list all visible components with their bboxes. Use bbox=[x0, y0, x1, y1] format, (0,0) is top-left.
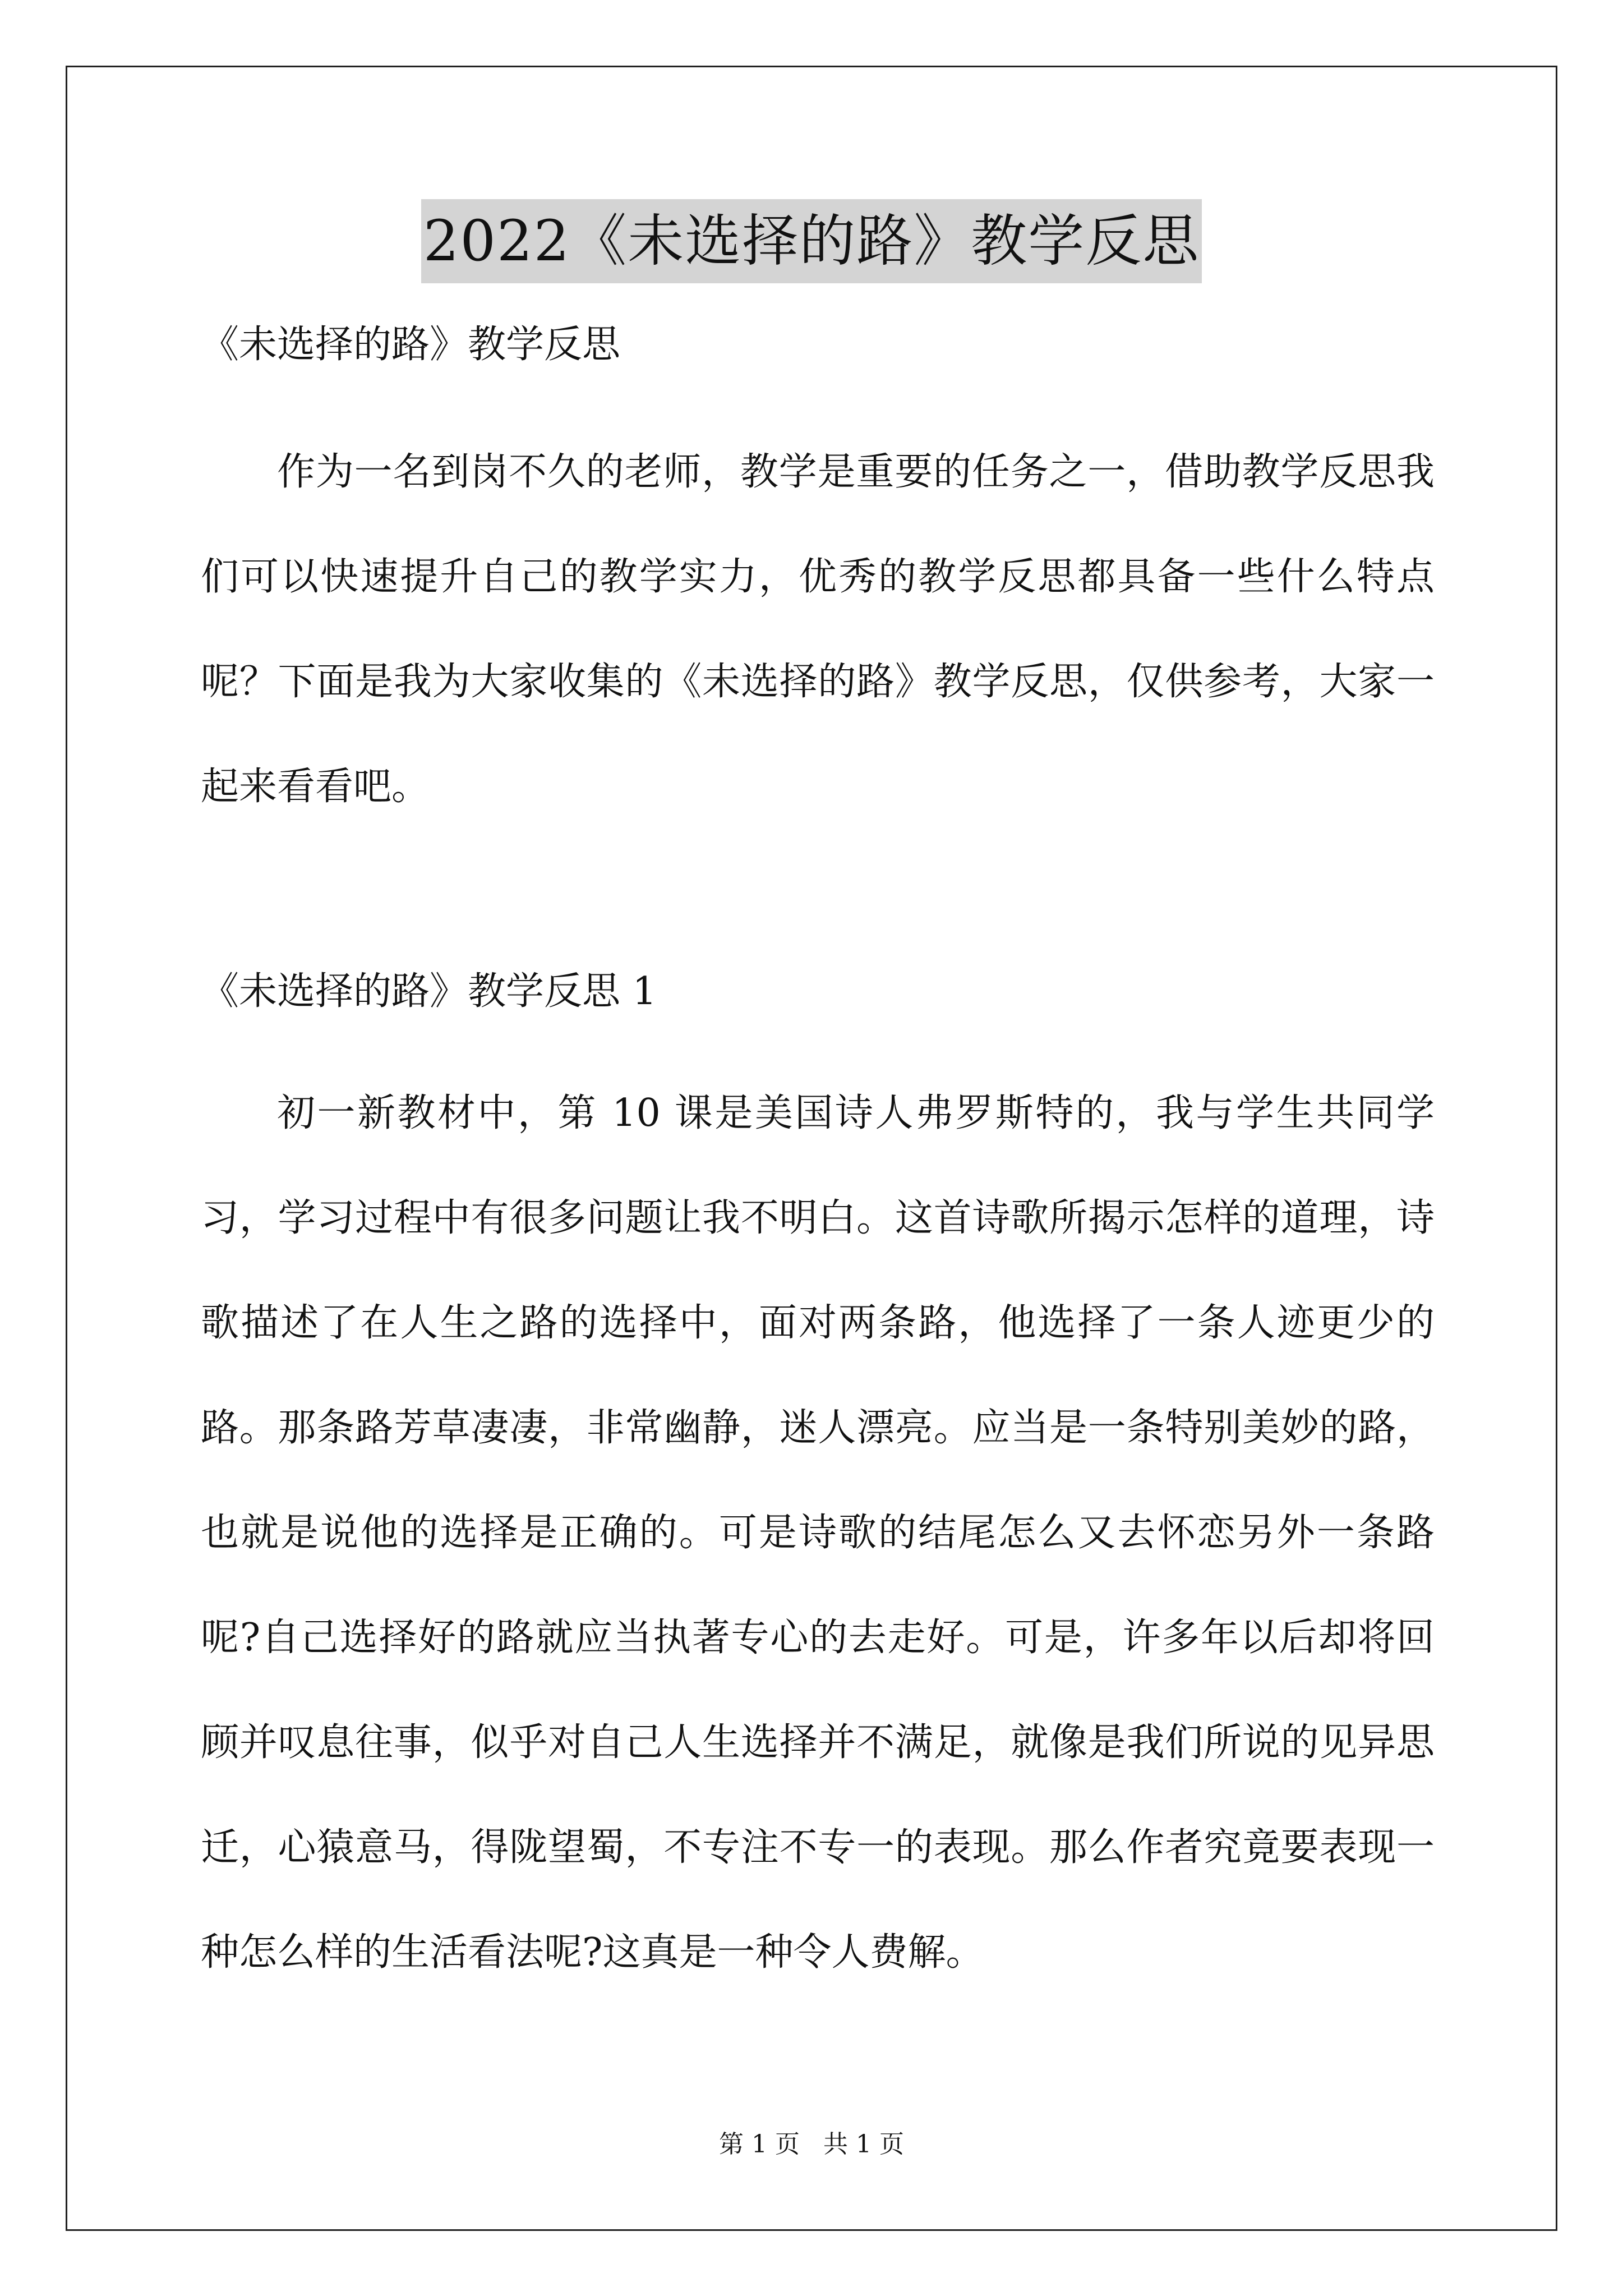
document-body bbox=[201, 317, 1435, 2005]
document-title: 2022《未选择的路》教学反思 bbox=[421, 199, 1202, 283]
spacer bbox=[201, 373, 1435, 420]
intro-paragraph: 作为一名到岗不久的老师，教学是重要的任务之一，借助教学反思我们可以快速提升自己的教学实力，优秀的教学反思都具备一些什么特点呢？下面是我为大家收集的《未选择的路》教学反思，仅供参考，大家一起来看看吧。 bbox=[201, 450, 1435, 809]
section1-paragraph: 初一新教材中，第 10 课是美国诗人弗罗斯特的，我与学生共同学习，学习过程中有很多问题让我不明白。这首诗歌所揭示怎样的道理，诗歌描述了在人生之路的选择中，面对两条路，他选择了一条人迹更少的路。那条路芳草凄凄，非常幽静，迷人漂亮。应当是一条特别美妙的路，也就是说他的选择是正确的。可是诗歌的结尾怎么又去怀恋另外一条路呢?自己选择好的路就应当执著专心的去走好。可是，许多年以后却将回顾并叹息往事，似乎对自己人生选择并不满足，就像是我们所说的见异思迁，心猿意马，得陇望蜀，不专注不专一的表现。那么作者究竟要表现一种怎么样的生活看法呢?这真是一种令人费解。 bbox=[201, 1091, 1435, 1975]
title-container bbox=[0, 199, 1623, 283]
spacer bbox=[201, 1020, 1435, 1061]
intro-heading: 《未选择的路》教学反思 bbox=[201, 323, 621, 367]
spacer bbox=[201, 839, 1435, 964]
page-footer: 第 1 页 共 1 页 bbox=[719, 2130, 904, 2159]
section1-heading: 《未选择的路》教学反思 1 bbox=[201, 969, 657, 1014]
